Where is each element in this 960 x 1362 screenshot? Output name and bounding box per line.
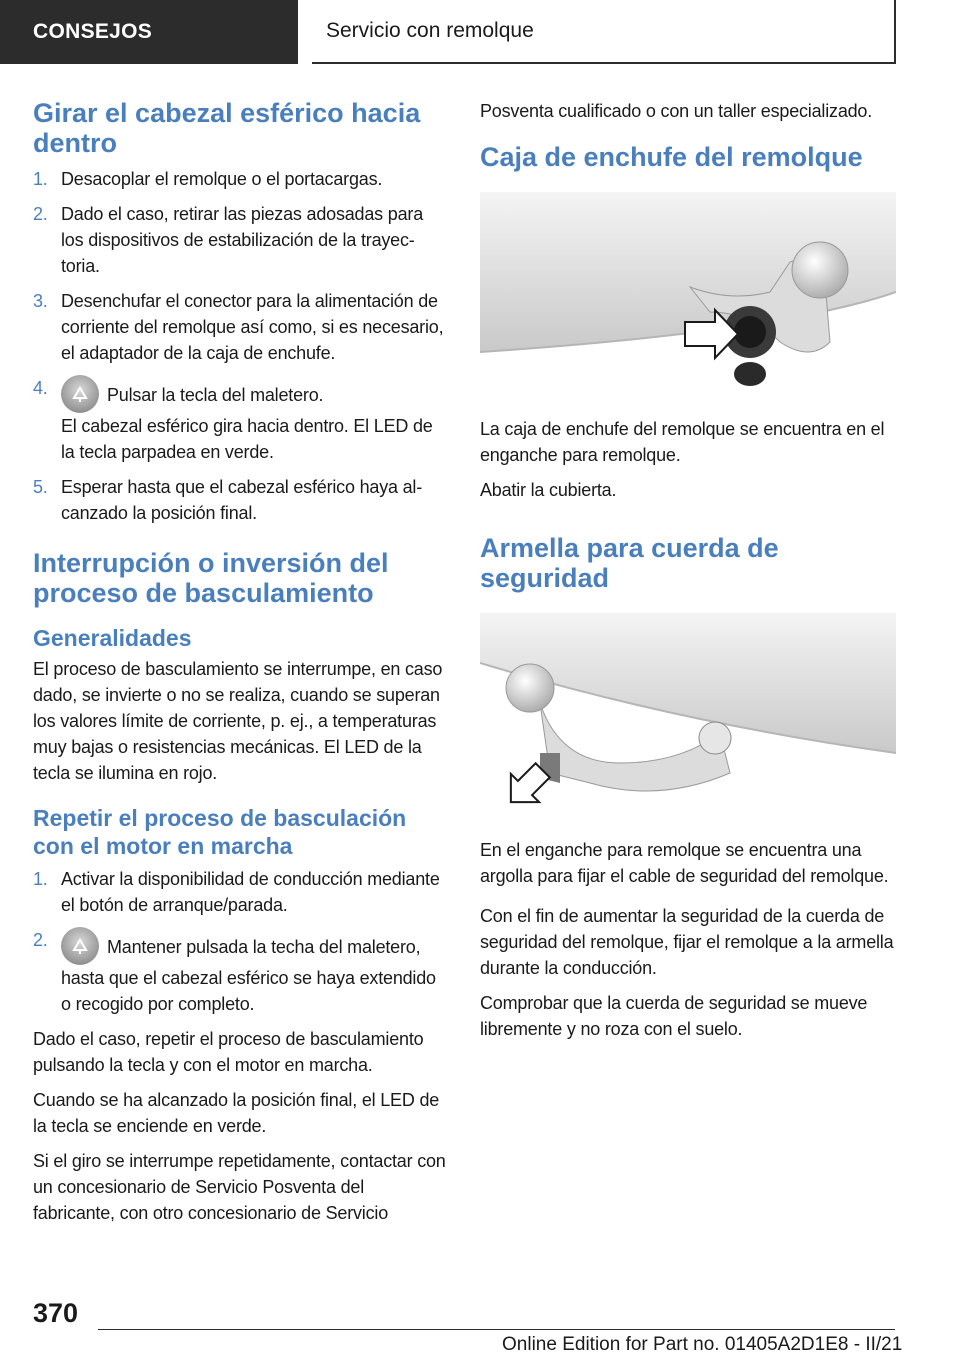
left-column (33, 98, 447, 1235)
eye-paragraph: Comprobar que la cuerda de seguridad se mueve libremente y no roza con el suelo. (480, 993, 868, 1039)
turn-in-steps (33, 166, 447, 526)
step-text: Desacoplar el remolque o el portacargas. (61, 169, 383, 189)
step-text: Pulsar la tecla del maletero. (107, 385, 324, 405)
list-item (33, 866, 447, 918)
general-text: El proceso de basculamiento se interrumpe, en caso dado, se invierte o no se realiza, cuando se superan los valores límite de corriente, p. ej., a temperaturas muy bajas o resistencias mecánicas. El LED de la tecla se ilumina en rojo. (33, 659, 443, 783)
heading-eye: Armella para cuerda de seguridad (480, 533, 779, 593)
repeat-steps (33, 866, 447, 1017)
eye-paragraph: En el enganche para remolque se encuentra una argolla para fijar el cable de seguridad del remolque. (480, 840, 889, 886)
list-item (33, 201, 447, 279)
socket-paragraph: La caja de enchufe del remolque se encuentra en el enganche para remolque. (480, 419, 885, 465)
edition-text: Online Edition for Part no. 01405A2D1E8 - II/21 (502, 1334, 903, 1355)
step-text: Activar la disponibilidad de conducción mediante el botón de arranque/parada. (61, 869, 440, 915)
continued-text: Posventa cualificado o con un taller especializado. (480, 101, 873, 121)
list-item (33, 288, 447, 366)
tailgate-button-icon (61, 375, 99, 413)
step-number: 1. (33, 869, 48, 889)
repeat-paragraph: Si el giro se interrumpe repetidamente, contactar con un concesionario de Servicio Posventa del fabricante, con otro concesionario de Servicio (33, 1151, 446, 1223)
eye-paragraph: Con el fin de aumentar la seguridad de la cuerda de seguridad del remolque, fijar el remolque a la armella durante la conducción. (480, 906, 894, 978)
heading-repeat: Repetir el proceso de basculación con el motor en marcha (33, 805, 407, 859)
repeat-paragraph: Dado el caso, repetir el proceso de basculamiento pulsando la tecla y con el motor en marcha. (33, 1029, 424, 1075)
section-tab: CONSEJOS (0, 0, 298, 64)
right-column (480, 98, 896, 1051)
heading-interrupt: Interrupción o inversión del proceso de basculamiento (33, 548, 389, 608)
repeat-paragraph: Cuando se ha alcanzado la posición final, el LED de la tecla se enciende en verde. (33, 1090, 440, 1136)
chapter-title: Servicio con remolque (312, 0, 896, 64)
step-extra: El cabezal esférico gira hacia dentro. El LED de la tecla parpadea en verde. (61, 416, 433, 462)
list-item (33, 927, 447, 1017)
page-number: 370 (33, 1298, 79, 1328)
step-number: 4. (33, 378, 48, 398)
step-number: 5. (33, 477, 48, 497)
list-item (33, 375, 447, 465)
step-text: Esperar hasta que el cabezal esférico haya alcanzado la posición final. (61, 477, 423, 523)
step-number: 3. (33, 291, 48, 311)
footer-divider (98, 1329, 895, 1330)
step-number: 2. (33, 204, 48, 224)
heading-general: Generalidades (33, 625, 192, 651)
step-number: 1. (33, 169, 48, 189)
eye-illustration (480, 613, 896, 813)
list-item (33, 166, 447, 192)
tailgate-button-icon (61, 927, 99, 965)
socket-illustration (480, 192, 896, 392)
list-item (33, 474, 447, 526)
step-text: Dado el caso, retirar las piezas adosadas para los dispositivos de estabilización de la trayectoria. (61, 204, 424, 276)
heading-turn-in: Girar el cabezal esférico hacia dentro (33, 98, 421, 158)
step-text: Mantener pulsada la techa del maletero, hasta que el cabezal esférico se haya extendido o recogido por completo. (61, 937, 436, 1014)
step-number: 2. (33, 930, 48, 950)
socket-paragraph: Abatir la cubierta. (480, 480, 617, 500)
step-text: Desenchufar el conector para la alimentación de corriente del remolque así como, si es necesario, el adaptador de la caja de enchufe. (61, 291, 444, 363)
heading-socket: Caja de enchufe del remolque (480, 142, 863, 172)
